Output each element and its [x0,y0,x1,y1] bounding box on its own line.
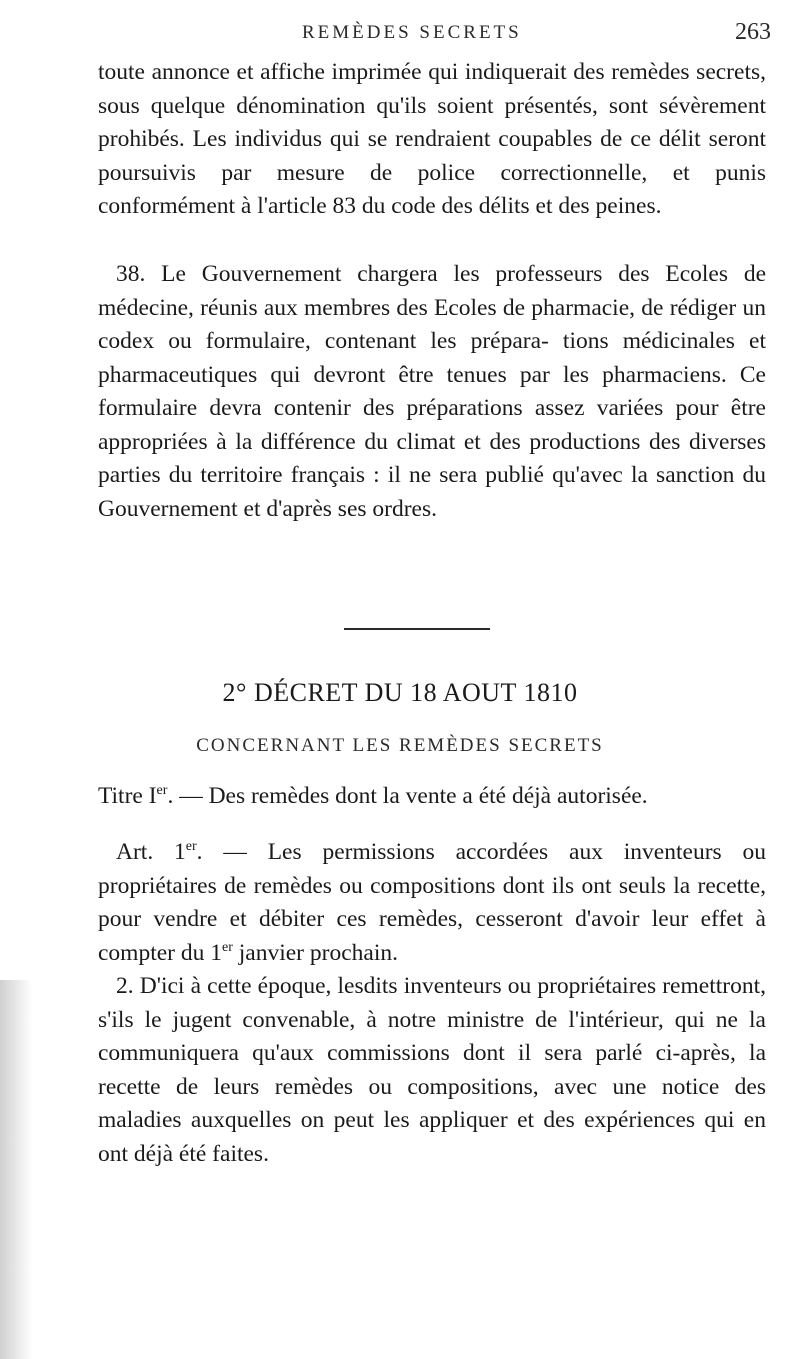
article1-prefix: Art. 1 [116,839,186,865]
section-divider [344,628,490,630]
running-header [0,19,800,52]
article1-sup2: er [222,939,233,955]
titre-prefix: Titre I [98,783,157,809]
paragraph-article-38: 38. Le Gouvernement chargera les professeurs des Ecoles de médecine, réunis aux membres des Ecoles de pharmacie, de rédiger un codex ou formulaire, contenant les prépara- tions médicinales et pharmaceutiques qui devront être tenues par les pharmaciens. Ce formulaire devra contenir des préparations assez variées pour être appropriées à la différence du climat et des productions des diverses parties du territoire français : il ne sera publié qu'avec la sanction du Gouvernement et d'après ses ordres. [98,261,766,522]
article1-text-a: . — Les permissions accordées aux inventeurs ou propriétaires de remèdes ou compositions dont ils ont seuls la recette, pour vendre et débiter ces remèdes, cesseront d'avoir leur effet à compter du 1 [98,839,766,966]
running-title: REMÈDES SECRETS [302,22,522,43]
article1-text-b: janvier prochain. [232,939,398,966]
decree-title: 2° DÉCRET DU 18 AOUT 1810 [222,678,578,707]
decree-subtitle: CONCERNANT LES REMÈDES SECRETS [196,735,604,756]
paragraph-article-1 [98,836,766,970]
paragraph-article-2: 2. D'ici à cette époque, lesdits inventeurs ou propriétaires remettront, s'ils le jugent convenable, à notre ministre de l'intérieur, qui ne la communiquera qu'aux commissions dont il sera parlé ci-après, la recette de leurs remèdes ou compositions, avec une notice des maladies auxquelles on peut les appliquer et des expériences qui en ont déjà été faites. [98,973,766,1167]
article1-sup: er [185,839,197,855]
titre-text: . — Des remèdes dont la vente a été déjà autorisée. [167,783,648,809]
titre-sup: er [156,783,168,799]
page-edge-shadow [0,980,32,1359]
page-number: 263 [735,19,771,45]
titre-heading [98,780,766,814]
paragraph-annonce: toute annonce et affiche imprimée qui indiquerait des remèdes secrets, sous quelque dénomination qu'ils soient présentés, sont sévèrement prohibés. Les individus qui se rendraient coupables de ce délit seront poursuivis par mesure de police correctionnelle, et punis conformément à l'article 83 du code des délits et des peines. [98,59,766,219]
